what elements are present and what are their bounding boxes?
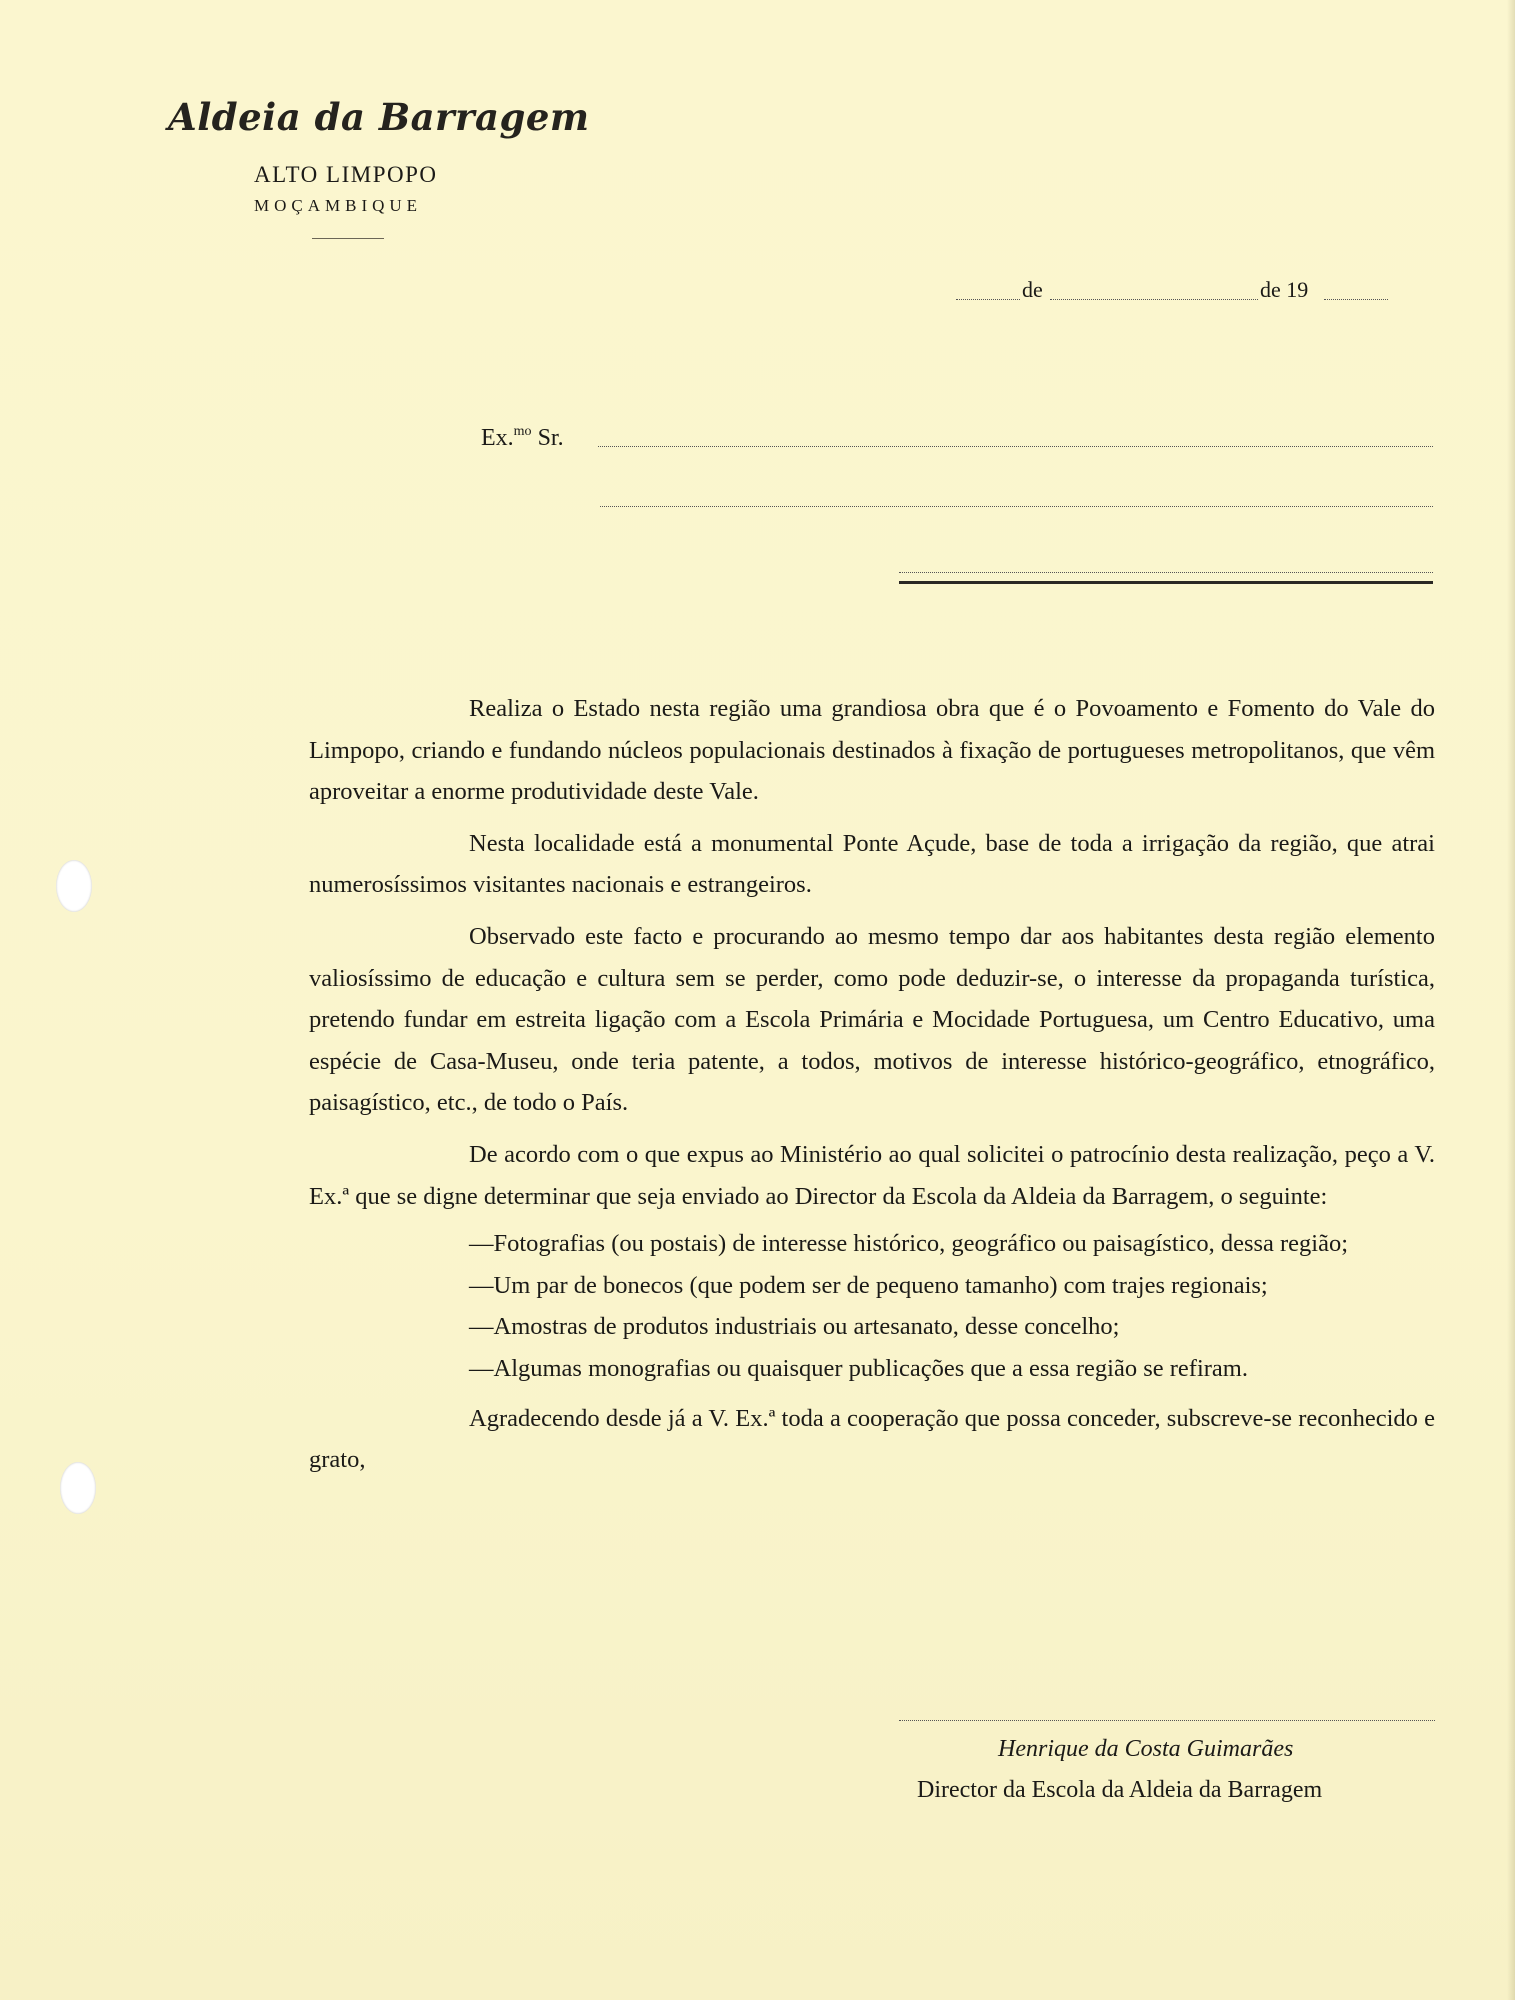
body-paragraph: Nesta localidade está a monumental Ponte Açude, base de toda a irrigação da região, que atrai numerosíssimos visitantes nacionais e estrangeiros. bbox=[309, 829, 1435, 899]
letterhead-divider bbox=[312, 238, 384, 239]
list-item: —Algumas monografias ou quaisquer publicações que a essa região se refiram. bbox=[469, 1354, 1248, 1382]
list-item: —Fotografias (ou postais) de interesse histórico, geográfico ou paisagístico, dessa região; bbox=[469, 1230, 1349, 1258]
list-item: —Um par de bonecos (que podem ser de pequeno tamanho) com trajes regionais; bbox=[469, 1271, 1268, 1299]
date-year-blank bbox=[1324, 299, 1388, 300]
letter-body bbox=[309, 688, 1435, 1491]
salutation-suffix: Sr. bbox=[537, 425, 564, 451]
letterhead-country: MOÇAMBIQUE bbox=[254, 196, 423, 215]
date-line bbox=[956, 277, 1436, 307]
punch-hole-top bbox=[56, 860, 92, 912]
date-de-2: de 19 bbox=[1260, 277, 1309, 302]
letterhead-region: ALTO LIMPOPO bbox=[254, 162, 438, 187]
request-list bbox=[469, 1223, 1435, 1389]
date-day-blank bbox=[956, 299, 1020, 300]
signature-line bbox=[899, 1720, 1435, 1721]
addressee-salutation bbox=[481, 424, 564, 452]
salutation-prefix: Ex. bbox=[481, 425, 514, 451]
paper-edge-shadow bbox=[1507, 0, 1515, 2000]
body-paragraph: De acordo com o que expus ao Ministério ao qual solicitei o patrocínio desta realização, peço a V. Ex.ª que se digne determinar que seja enviado ao Director da Escola da Aldeia da Barragem, o seguinte: bbox=[309, 1140, 1435, 1210]
list-item: —Amostras de produtos industriais ou artesanato, desse concelho; bbox=[469, 1313, 1120, 1341]
letterhead-name: Aldeia da Barragem bbox=[168, 95, 590, 139]
punch-hole-bottom bbox=[60, 1462, 96, 1514]
closing-paragraph: Agradecendo desde já a V. Ex.ª toda a cooperação que possa conceder, subscreve-se reconhecido e grato, bbox=[309, 1404, 1435, 1474]
addressee-line-3 bbox=[899, 572, 1433, 573]
addressee-underline bbox=[899, 581, 1433, 584]
body-paragraph: Observado este facto e procurando ao mesmo tempo dar aos habitantes desta região elemento valiosíssimo de educação e cultura sem se perder, como pode deduzir-se, o interesse da propaganda turística, pretendo fundar em estreita ligação com a Escola Primária e Mocidade Portuguesa, um Centro Educativo, uma espécie de Casa-Museu, onde teria patente, a todos, motivos de interesse histórico-geográfico, etnográfico, paisagístico, etc., de todo o País. bbox=[309, 922, 1435, 1117]
addressee-line-2 bbox=[600, 506, 1433, 507]
date-de-1: de bbox=[1022, 277, 1043, 302]
addressee-line-1 bbox=[598, 446, 1433, 447]
signature-name: Henrique da Costa Guimarães bbox=[998, 1736, 1294, 1762]
body-paragraph: Realiza o Estado nesta região uma grandiosa obra que é o Povoamento e Fomento do Vale do Limpopo, criando e fundando núcleos populacionais destinados à fixação de portugueses metropolitanos, que vêm aproveitar a enorme produtividade deste Vale. bbox=[309, 695, 1435, 806]
salutation-superscript: mo bbox=[513, 424, 532, 439]
signature-role: Director da Escola da Aldeia da Barragem bbox=[917, 1777, 1323, 1803]
date-month-blank bbox=[1050, 299, 1258, 300]
